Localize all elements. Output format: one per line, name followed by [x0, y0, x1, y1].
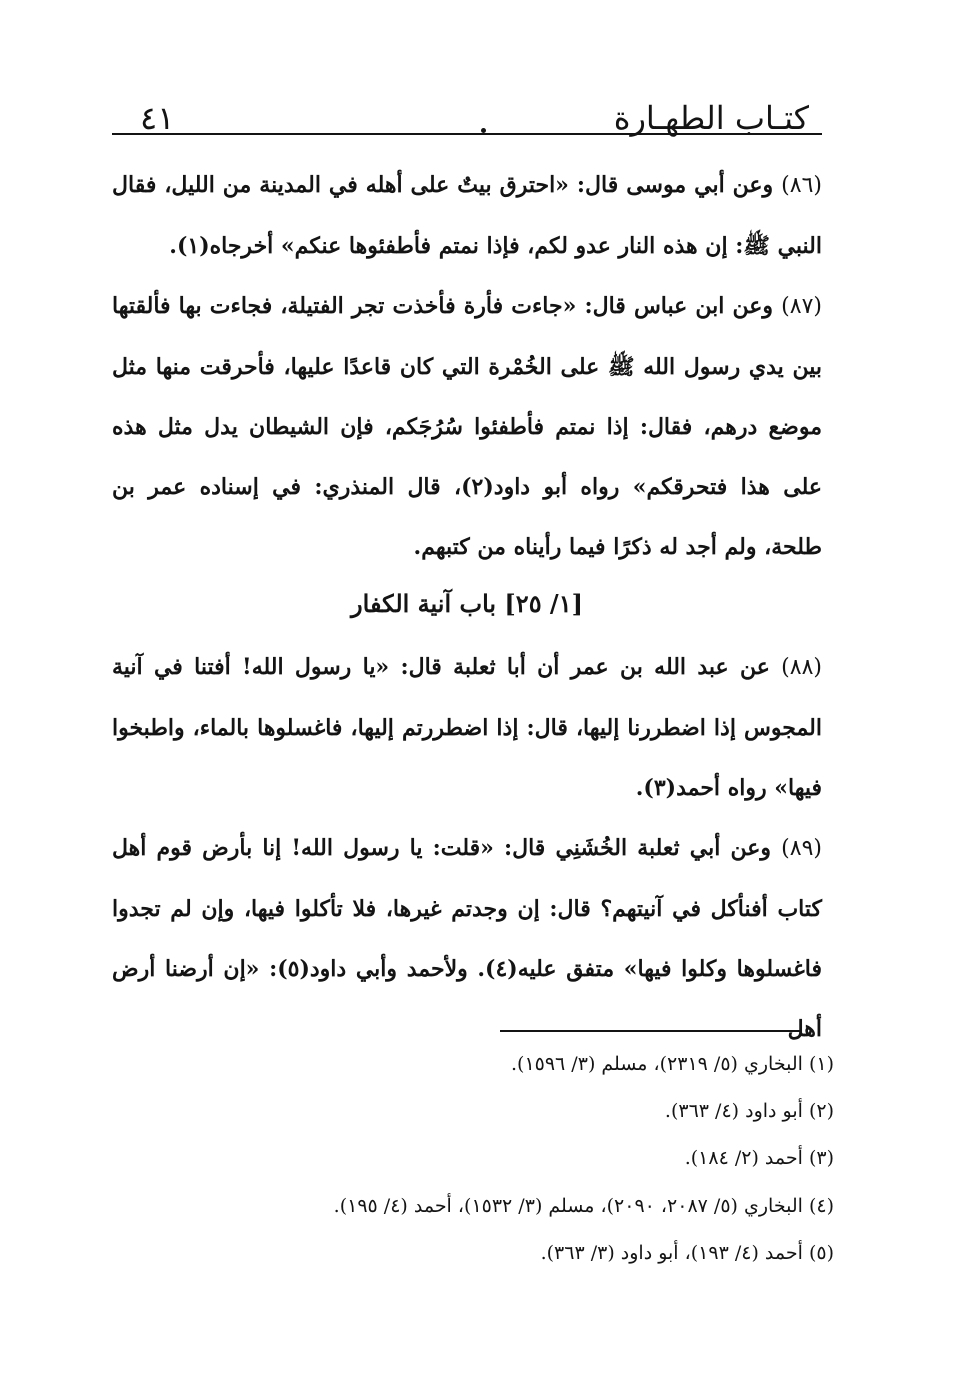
- hadith-paragraph-87: [112, 276, 822, 577]
- header-dot: [481, 128, 486, 133]
- running-header-title: كتـاب الطهـارة: [613, 99, 809, 137]
- footnote-1: (١) البخاري (٥/ ٢٣١٩)، مسلم (٣/ ١٥٩٦).: [510, 1053, 834, 1075]
- footnote-2: (٢) أبو داود (٤/ ٣٦٣).: [664, 1100, 834, 1122]
- page-number: ٤١: [140, 99, 175, 137]
- section-heading: [١/ ٢٥] باب آنية الكفار: [351, 589, 583, 618]
- hadith-number: (٨٨): [781, 655, 822, 680]
- hadith-text: وعن أبي ثعلبة الخُشَنِي قال: «قلت: يا رسول الله! إنا بأرض قوم أهل كتاب أفنأكل في آنيتهم؟ قال: إن وجدتم غيرها، فلا تأكلوا فيها، وإن لم تجدوا فاغسلوها وكلوا فيها» متفق عليه(٤). ولأحمد وأبي داود(٥): «إن أرضنا أرض أهل: [112, 835, 822, 1042]
- footnote-4: (٤) البخاري (٥/ ٢٠٨٧، ٢٠٩٠)، مسلم (٣/ ١٥٣٢)، أحمد (٤/ ١٩٥).: [333, 1195, 834, 1217]
- header-rule: [112, 133, 822, 135]
- hadith-text: عن عبد الله بن عمر أن أبا ثعلبة قال: «يا رسول الله! أفتنا في آنية المجوس إذا اضطررنا إليها، قال: إذا اضطررتم إليها، فاغسلوها بالماء، واطبخوا فيها» رواه أحمد(٣).: [112, 654, 822, 801]
- hadith-number: (٨٩): [781, 836, 822, 861]
- hadith-text: وعن أبي موسى قال: «احترق بيتٌ على أهله في المدينة من الليل، فقال النبي ﷺ: إن هذه النار عدو لكم، فإذا نمتم فأطفئوها عنكم» أخرجاه(١).: [112, 172, 822, 259]
- hadith-number: (٨٦): [781, 173, 822, 198]
- footnote-separator: [500, 1030, 802, 1032]
- hadith-paragraph-86: [112, 155, 822, 276]
- hadith-text: وعن ابن عباس قال: «جاءت فأرة فأخذت تجر الفتيلة، فجاءت بها فألقتها بين يدي رسول الله ﷺ على الخُمْرة التي كان قاعدًا عليها، فأحرقت منها مثل موضع درهم، فقال: إذا نمتم فأطفئوا سُرُجَكم، فإن الشيطان يدل مثل هذه على هذا فتحرقكم» رواه أبو داود(٢)، قال المنذري: في إسناده عمر بن طلحة، ولم أجد له ذكرًا فيما رأيناه من كتبهم.: [112, 293, 822, 560]
- footnote-3: (٣) أحمد (٢/ ١٨٤).: [684, 1147, 834, 1169]
- hadith-paragraph-89: [112, 818, 822, 1059]
- hadith-number: (٨٧): [781, 294, 822, 319]
- hadith-paragraph-88: [112, 637, 822, 818]
- footnote-5: (٥) أحمد (٤/ ١٩٣)، أبو داود (٣/ ٣٦٣).: [540, 1242, 834, 1264]
